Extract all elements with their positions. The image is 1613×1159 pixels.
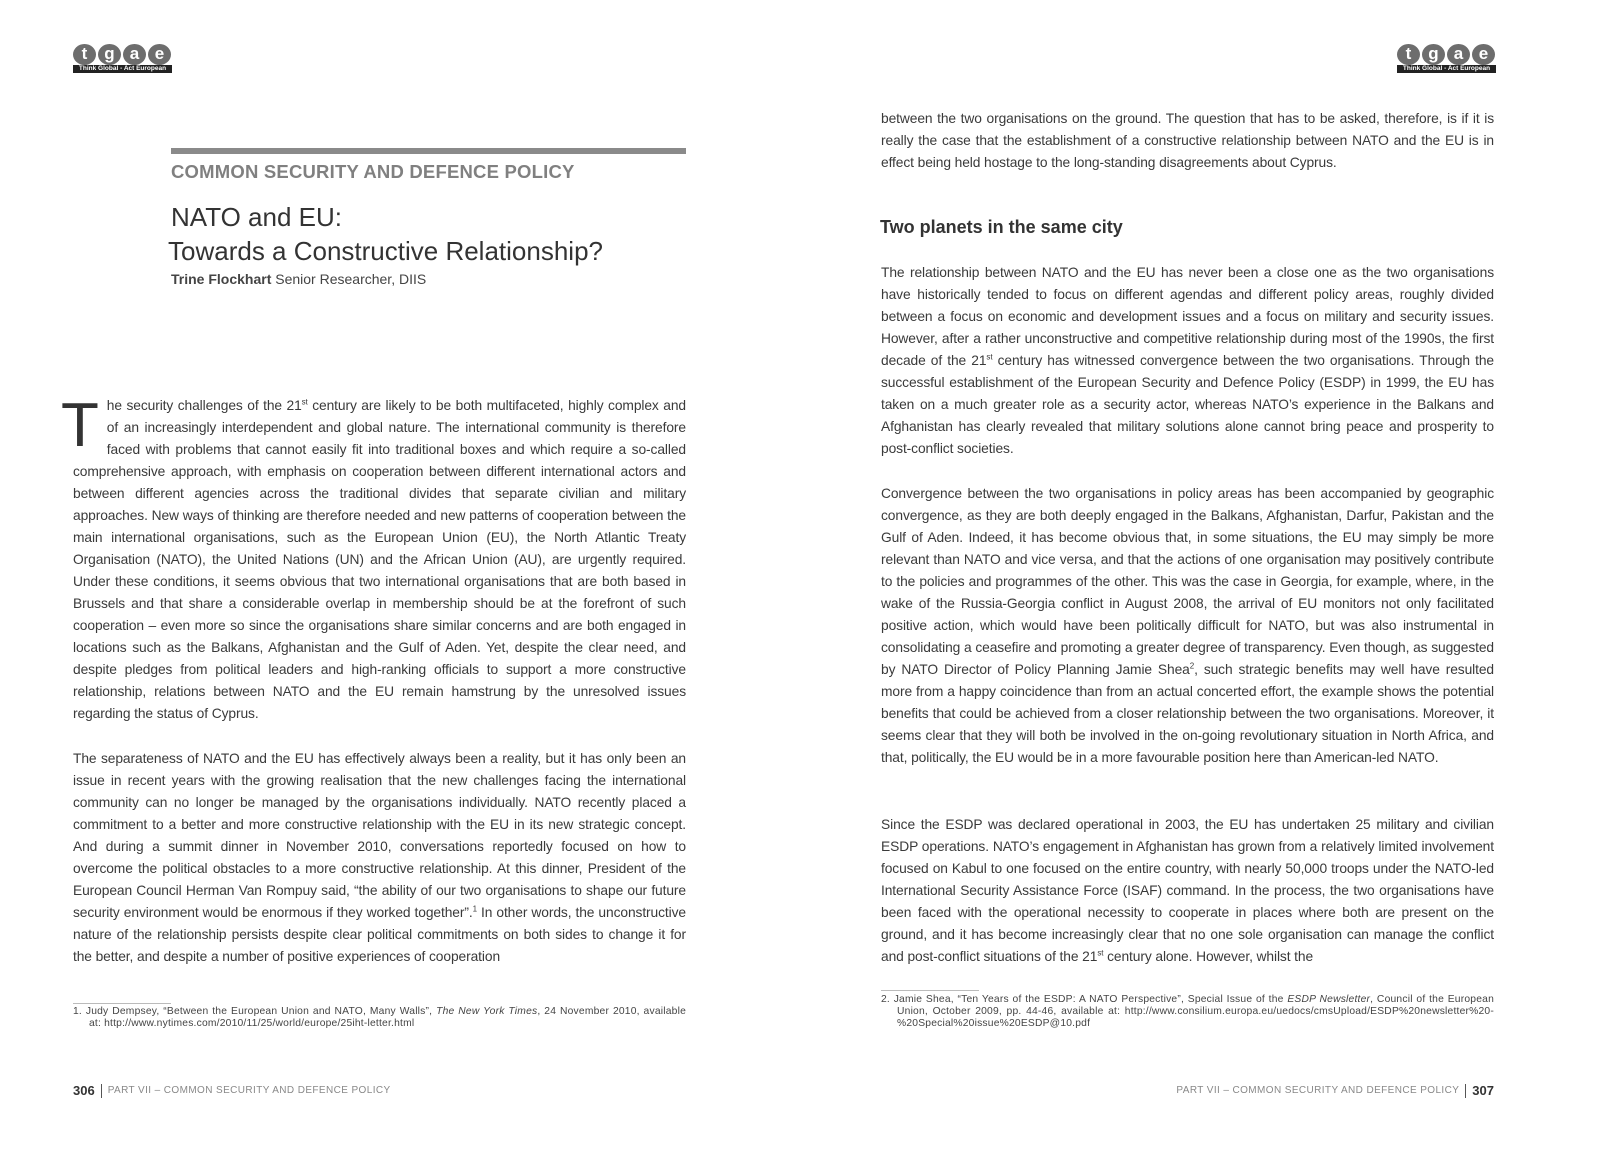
text: Since the ESDP was declared operational in 2003, the EU has undertaken 25 military and civilian ESDP operations. NATO’s engagement in Afghanistan has grown from a relatively limited involvement focused on Kabul to one focused on the entire country, with nearly 50,000 troops under the NATO-led International Security Assistance Force (ISAF) command. In the process, the two organisations have been faced with the operational necessity to cooperate in places where both are present on the ground, and it has become increasingly clear that no one sole organisation can manage the conflict and post-conflict situations of the 21 xyxy=(881,817,1494,964)
text: The relationship between NATO and the EU has never been a close one as the two organisations have historically tended to focus on different agendas and different policy areas, roughly divided between a focus on economic and development issues and a focus on military and security issues. However, after a rather unconstructive and competitive relationship during most of the 1990s, the first decade of the 21 xyxy=(881,265,1494,368)
tgae-logo-right xyxy=(1397,44,1496,74)
footnote-rule xyxy=(73,1003,171,1004)
section-heading: Two planets in the same city xyxy=(880,217,1123,237)
superscript: st xyxy=(301,397,308,407)
logo-letter: e xyxy=(1472,44,1495,65)
footnote-1 xyxy=(73,1006,686,1030)
footnote-2 xyxy=(881,994,1494,1030)
author-role: Senior Researcher, DIIS xyxy=(271,271,427,287)
text: century has witnessed convergence between the two organisations. Through the successful establishment of the European Security and Defence Policy (ESDP) in 1999, the EU has taken on a much greater role as a security actor, whereas NATO’s experience in the Balkans and Afghanistan has clearly revealed that military solutions alone cannot bring peace and prosperity to post-conflict societies. xyxy=(881,353,1494,456)
text: Convergence between the two organisations in policy areas has been accompanied by geographic convergence, as they are both deeply engaged in the Balkans, Afghanistan, Darfur, Pakistan and the Gulf of Aden. Indeed, it has become obvious that, in some situations, the EU may simply be more relevant than NATO and vice versa, and that the actions of one organisation may positively contribute to the policies and programmes of the other. This was the case in Georgia, for example, where, in the wake of the Russia-Georgia conflict in August 2008, the arrival of EU monitors not only facilitated positive action, which would have been politically difficult for NATO, but was also instrumental in consolidating a ceasefire and promoting a greater degree of transparency. Even though, as suggested by NATO Director of Policy Planning Jamie Shea xyxy=(881,486,1494,677)
text: 2. Jamie Shea, “Ten Years of the ESDP: A NATO Perspective”, Special Issue of the xyxy=(881,994,1288,1005)
text: The separateness of NATO and the EU has effectively always been a reality, but it has only been an issue in recent years with the growing realisation that the new challenges facing the international community can no longer be managed by the organisations individually. NATO recently placed a commitment to a better and more constructive relationship with the EU in its new strategic concept. And during a summit dinner in November 2010, conversations reportedly focused on how to overcome the political obstacles to a more constructive relationship. At this dinner, President of the European Council Herman Van Rompuy said, “the ability of our two organisations to shape our future security environment would be enormous if they worked together”. xyxy=(73,751,686,920)
footer-left xyxy=(73,1083,391,1098)
title-line-1: NATO and EU: xyxy=(171,202,342,232)
left-paragraph-2 xyxy=(73,748,686,968)
logo-tagline: Think Global - Act European xyxy=(73,65,172,73)
footnote-ref: 1 xyxy=(472,904,477,914)
text: century alone. However, whilst the xyxy=(1103,949,1314,964)
text: In other words, the unconstructive nature of the relationship persists despite clear political commitments on both sides to change it for the better, and despite a number of positive experiences of cooperation xyxy=(73,905,686,964)
section-label: COMMON SECURITY AND DEFENCE POLICY xyxy=(171,161,575,182)
footnote-rule xyxy=(881,990,979,991)
drop-cap: T xyxy=(61,391,99,460)
running-footer: PART VII – COMMON SECURITY AND DEFENCE POLICY xyxy=(107,1085,391,1096)
superscript: st xyxy=(986,352,993,362)
text: , Council of the European Union, October 2009, pp. 44-46, available at: http://www.consilium.europa.eu/uedocs/cmsUpload/ESDP%20newsletter%20-%20Special%20issue%20ESDP@10.pdf xyxy=(897,994,1494,1029)
text: , such strategic benefits may well have resulted more from a happy coincidence than from an actual concerted effort, the example shows the potential benefits that could be achieved from a closer relationship between the two organisations. Moreover, it seems clear that they will both be involved in the on-going revolutionary situation in North Africa, and that, politically, the EU would be in a more favourable position here than American-led NATO. xyxy=(881,662,1495,765)
logo-letter: t xyxy=(1397,44,1420,65)
article-title xyxy=(168,200,603,268)
logo-letter: g xyxy=(1422,44,1445,65)
right-paragraph-0: between the two organisations on the ground. The question that has to be asked, therefore, is if it is really the case that the establishment of a constructive relationship between NATO and the EU is in effect being held hostage to the long-standing disagreements about Cyprus. xyxy=(881,111,1494,170)
tgae-logo-left xyxy=(73,44,172,74)
section-rule xyxy=(171,148,686,154)
logo-letter: e xyxy=(148,44,171,65)
text: he security challenges of the 21 xyxy=(106,398,302,413)
left-paragraph-1 xyxy=(61,391,686,725)
footnote-ref: 2 xyxy=(1189,661,1195,671)
text: The New York Times xyxy=(436,1006,538,1017)
text: ESDP Newsletter xyxy=(1287,994,1371,1005)
right-paragraph-1 xyxy=(881,262,1494,460)
title-line-2: Towards a Constructive Relationship? xyxy=(168,236,603,266)
logo-letter: a xyxy=(1447,44,1470,65)
author-line xyxy=(171,271,426,287)
author-name: Trine Flockhart xyxy=(171,271,272,287)
superscript: st xyxy=(1097,948,1104,958)
text: 1. Judy Dempsey, “Between the European Union and NATO, Many Walls”, xyxy=(73,1006,437,1017)
page-number: 307 xyxy=(1472,1083,1494,1098)
logo-letter: t xyxy=(73,44,96,65)
page-number: 306 xyxy=(73,1083,95,1098)
divider xyxy=(1465,1084,1466,1098)
running-footer: PART VII – COMMON SECURITY AND DEFENCE POLICY xyxy=(1176,1085,1460,1096)
text: century are likely to be both multifaceted, highly complex and of an increasingly interdependent and global nature. The international community is therefore faced with problems that cannot easily fit into traditional boxes and which require a so-called comprehensive approach, with emphasis on cooperation between different international actors and between different agencies across the traditional divides that separate civilian and military approaches. New ways of thinking are therefore needed and new patterns of cooperation between the main international organisations, such as the European Union (EU), the North Atlantic Treaty Organisation (NATO), the United Nations (UN) and the African Union (AU), are urgently required. Under these conditions, it seems obvious that two international organisations that are both based in Brussels and that share a considerable overlap in membership should be at the forefront of such cooperation – even more so since the organisations share similar concerns and are both engaged in locations such as the Balkans, Afghanistan and the Gulf of Aden. Yet, despite the clear need, and despite pledges from political leaders and high-ranking officials to support a more constructive relationship, relations between NATO and the EU remain hamstrung by the unresolved issues regarding the status of Cyprus. xyxy=(73,398,686,721)
right-paragraph-2 xyxy=(881,483,1494,769)
right-paragraph-3 xyxy=(881,814,1494,968)
divider xyxy=(101,1084,102,1098)
logo-letter: a xyxy=(123,44,146,65)
text: , 24 November 2010, available at: http://www.nytimes.com/2010/11/25/world/europe/25iht-letter.html xyxy=(89,1006,687,1029)
logo-tagline: Think Global - Act European xyxy=(1397,65,1496,73)
footer-right xyxy=(1176,1083,1494,1098)
logo-letter: g xyxy=(98,44,121,65)
